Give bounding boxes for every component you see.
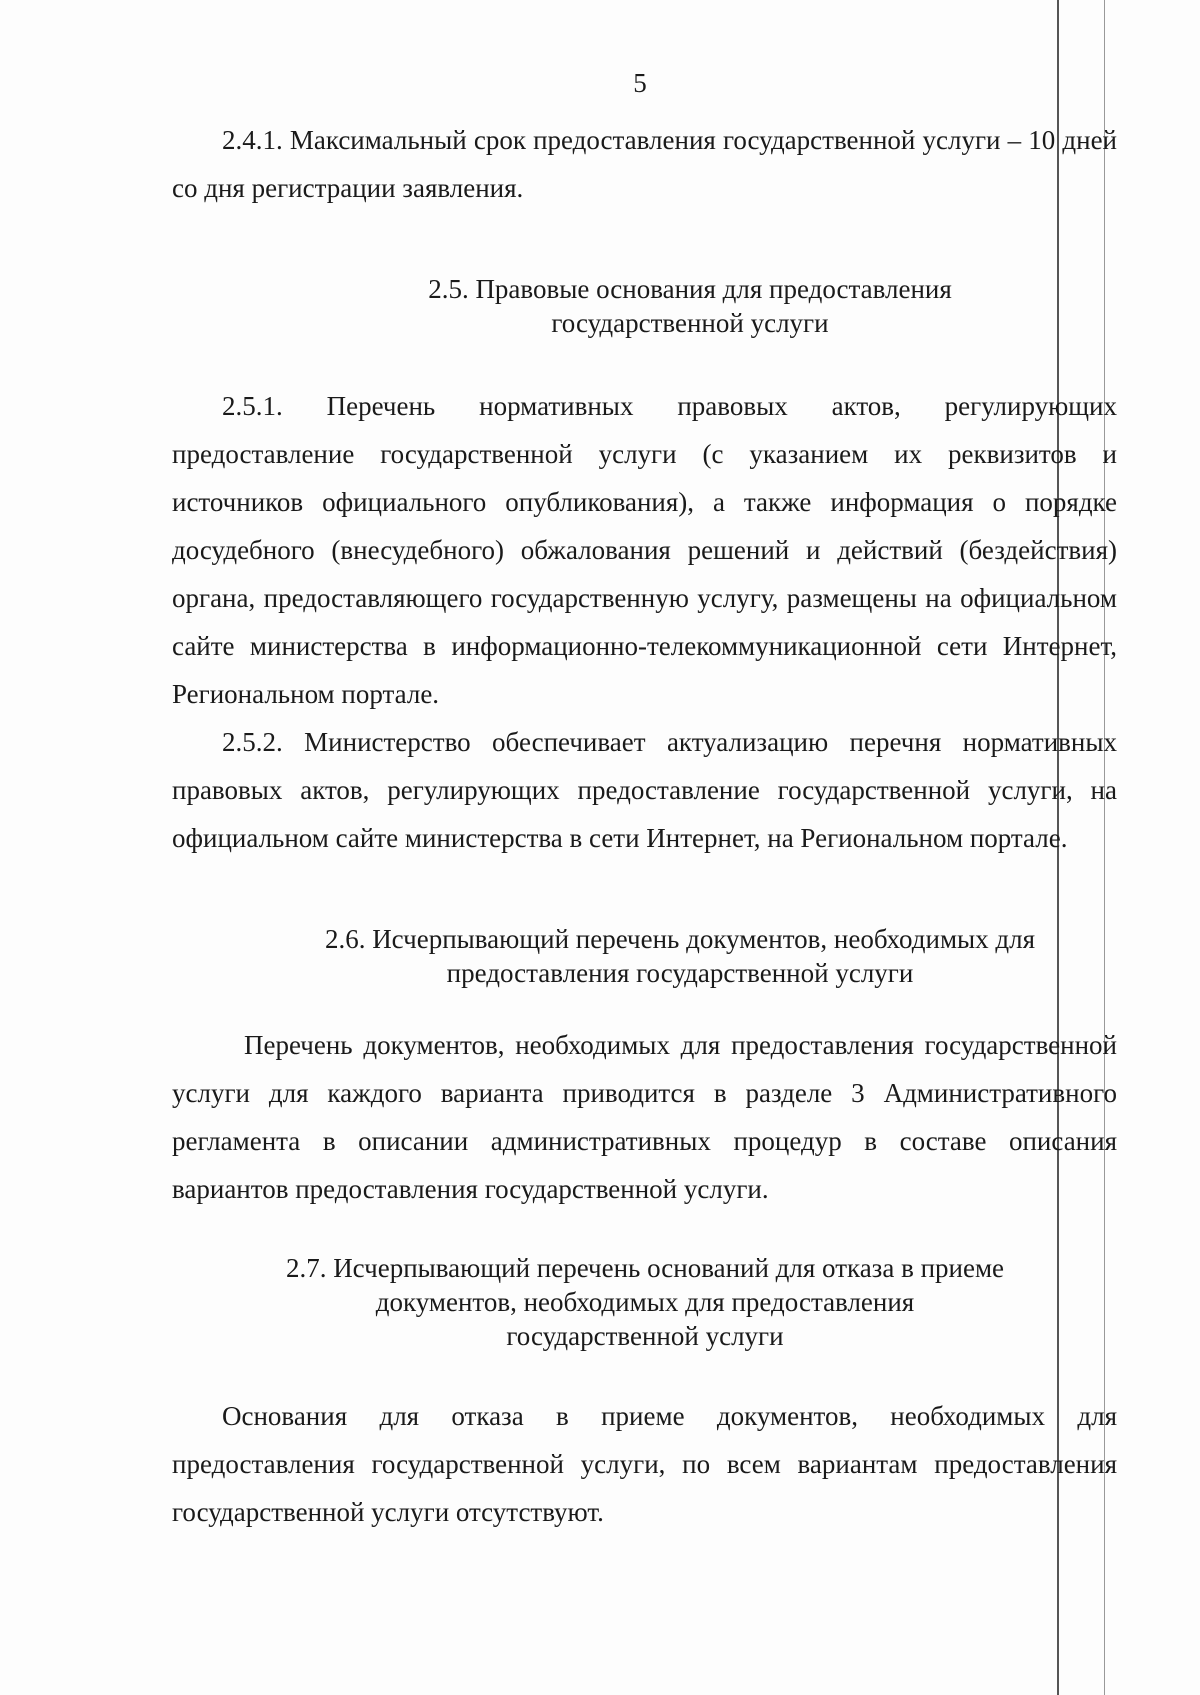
paragraph-text: Перечень документов, необходимых для предоставления государственной услуги для каждого варианта приводится в разделе 3 Административного регламента в описании административных процедур в составе описания вариантов предоставления государственной услуги. [172, 1030, 1117, 1204]
paragraph-2-5-2 [172, 718, 1117, 862]
paragraph-text: Основания для отказа в приеме документов, необходимых для предоставления государственной услуги, по всем вариантам предоставления государственной услуги отсутствуют. [172, 1401, 1117, 1527]
heading-line: документов, необходимых для предоставления [375, 1287, 915, 1317]
paragraph-2-4-1 [172, 116, 1117, 212]
paragraph-2-6 [172, 1021, 1117, 1213]
page-number: 5 [633, 68, 647, 98]
paragraph-text: 2.5.1. Перечень нормативных правовых актов, регулирующих предоставление государственной услуги (с указанием их реквизитов и источников официального опубликования), а также информация о порядке досудебного (внесудебного) обжалования решений и действий (бездействия) органа, предоставляющего государственную услугу, размещены на официальном сайте министерства в информационно-телекоммуникационной сети Интернет, Региональном портале. [172, 391, 1117, 709]
heading-line: 2.6. Исчерпывающий перечень документов, необходимых для [324, 924, 1036, 954]
heading-line: предоставления государственной услуги [446, 958, 914, 988]
paragraph-2-5-1 [172, 382, 1117, 718]
paragraph-2-7 [172, 1392, 1117, 1536]
heading-2-7 [0, 1251, 1200, 1353]
paragraph-text: 2.4.1. Максимальный срок предоставления государственной услуги – 10 дней со дня регистрации заявления. [172, 125, 1117, 203]
heading-line: 2.5. Правовые основания для предоставления [428, 274, 952, 304]
heading-line: государственной услуги [506, 1321, 784, 1351]
heading-line: 2.7. Исчерпывающий перечень оснований для отказа в приеме [285, 1253, 1005, 1283]
heading-2-5 [0, 272, 1200, 340]
paragraph-text: 2.5.2. Министерство обеспечивает актуализацию перечня нормативных правовых актов, регулирующих предоставление государственной услуги, на официальном сайте министерства в сети Интернет, на Региональном портале. [172, 727, 1117, 853]
heading-2-6 [0, 922, 1200, 990]
heading-line: государственной услуги [551, 308, 829, 338]
